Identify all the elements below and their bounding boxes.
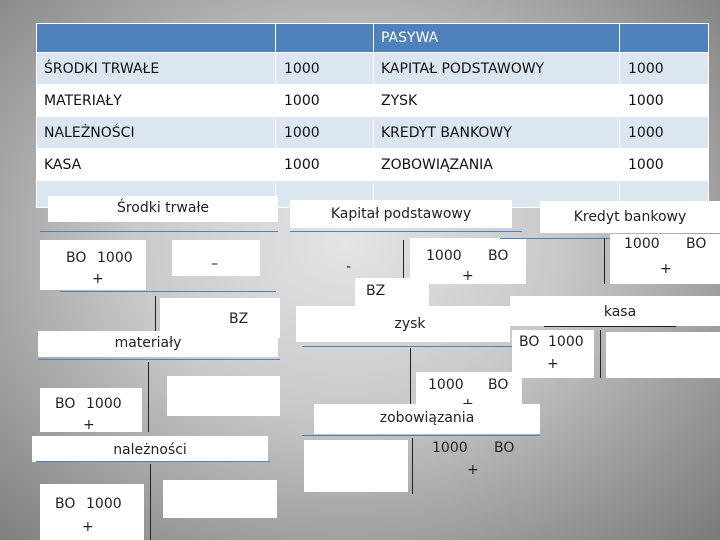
materialy-credit-box	[167, 376, 280, 416]
naleznosci-bo-label: BO	[55, 496, 76, 512]
liability-value: 1000	[620, 149, 709, 181]
zysk-title: zysk	[394, 316, 426, 332]
kapital-bo-label: BO	[488, 248, 509, 264]
balance-header-row	[37, 24, 709, 53]
balance-row	[37, 149, 709, 181]
srodki-top-line	[40, 231, 278, 232]
naleznosci-top-line	[36, 461, 270, 462]
zobowiazania-t-vertical	[412, 438, 413, 494]
srodki-bo-amount: 1000	[97, 250, 133, 266]
srodki-title: Środki trwałe	[116, 200, 210, 216]
header-cell-empty	[276, 24, 374, 53]
kapital-plus: +	[462, 268, 474, 284]
kasa-t-vertical	[600, 330, 601, 378]
balance-row	[37, 117, 709, 149]
zysk-amount: 1000	[428, 377, 464, 393]
kapital-minus: -	[346, 259, 352, 275]
kasa-title: kasa	[603, 304, 637, 320]
liability-name: KAPITAŁ PODSTAWOWY	[374, 53, 620, 85]
materialy-bo-amount: 1000	[86, 396, 122, 412]
kapital-title: Kapitał podstawowy	[330, 206, 472, 222]
kredyt-amount: 1000	[624, 236, 660, 252]
kapital-amount: 1000	[426, 248, 462, 264]
srodki-bz: BZ	[229, 311, 249, 327]
kredyt-t-vertical	[604, 238, 605, 284]
naleznosci-t-vertical	[150, 464, 151, 540]
kasa-top-line	[544, 326, 676, 327]
header-pasywa: PASYWA	[374, 24, 620, 53]
kredyt-title: Kredyt bankowy	[573, 209, 687, 225]
liability-name: ZYSK	[374, 85, 620, 117]
kapital-bz: BZ	[366, 283, 386, 299]
liability-name: KREDYT BANKOWY	[374, 117, 620, 149]
header-cell-empty	[37, 24, 276, 53]
kasa-plus: +	[547, 356, 559, 372]
kasa-bo-amount: 1000	[548, 334, 584, 350]
asset-value: 1000	[276, 53, 374, 85]
zobowiazania-amount: 1000	[432, 440, 468, 456]
materialy-top-line	[38, 359, 280, 360]
kapital-top-line	[290, 231, 522, 232]
srodki-dash: –	[211, 256, 218, 272]
zobowiazania-debit-box	[304, 440, 408, 492]
zobowiazania-bo-label: BO	[494, 440, 515, 456]
materialy-title: materiały	[114, 335, 182, 351]
srodki-plus: +	[92, 271, 104, 287]
balance-row	[37, 85, 709, 117]
asset-value: 1000	[276, 117, 374, 149]
kredyt-bo-label: BO	[686, 236, 707, 252]
materialy-plus: +	[83, 417, 95, 433]
balance-table	[36, 23, 709, 208]
materialy-bo-label: BO	[55, 396, 76, 412]
zysk-t-vertical	[410, 348, 411, 404]
zysk-top-line	[302, 346, 524, 347]
srodki-bottom-line	[60, 291, 276, 292]
liability-value: 1000	[620, 117, 709, 149]
zobowiazania-title: zobowiązania	[379, 410, 475, 426]
asset-value: 1000	[276, 149, 374, 181]
asset-value: 1000	[276, 85, 374, 117]
kasa-credit-box	[606, 332, 720, 378]
kasa-bo-label: BO	[519, 334, 540, 350]
zobowiazania-top-line	[302, 435, 540, 436]
naleznosci-plus: +	[82, 519, 94, 535]
liability-value: 1000	[620, 85, 709, 117]
naleznosci-title: należności	[113, 442, 187, 458]
balance-row	[37, 53, 709, 85]
srodki-bo-label: BO	[66, 250, 87, 266]
asset-name: KASA	[37, 149, 276, 181]
header-cell-empty	[620, 24, 709, 53]
kredyt-plus: +	[660, 261, 672, 277]
asset-name: ŚRODKI TRWAŁE	[37, 53, 276, 85]
zysk-bo-label: BO	[488, 377, 509, 393]
materialy-t-vertical	[148, 362, 149, 432]
liability-name: ZOBOWIĄZANIA	[374, 149, 620, 181]
asset-name: MATERIAŁY	[37, 85, 276, 117]
naleznosci-credit-box	[163, 480, 277, 518]
asset-name: NALEŻNOŚCI	[37, 117, 276, 149]
liability-value: 1000	[620, 53, 709, 85]
srodki-t-vertical	[155, 296, 156, 336]
naleznosci-bo-amount: 1000	[86, 496, 122, 512]
zobowiazania-plus: +	[467, 462, 479, 478]
